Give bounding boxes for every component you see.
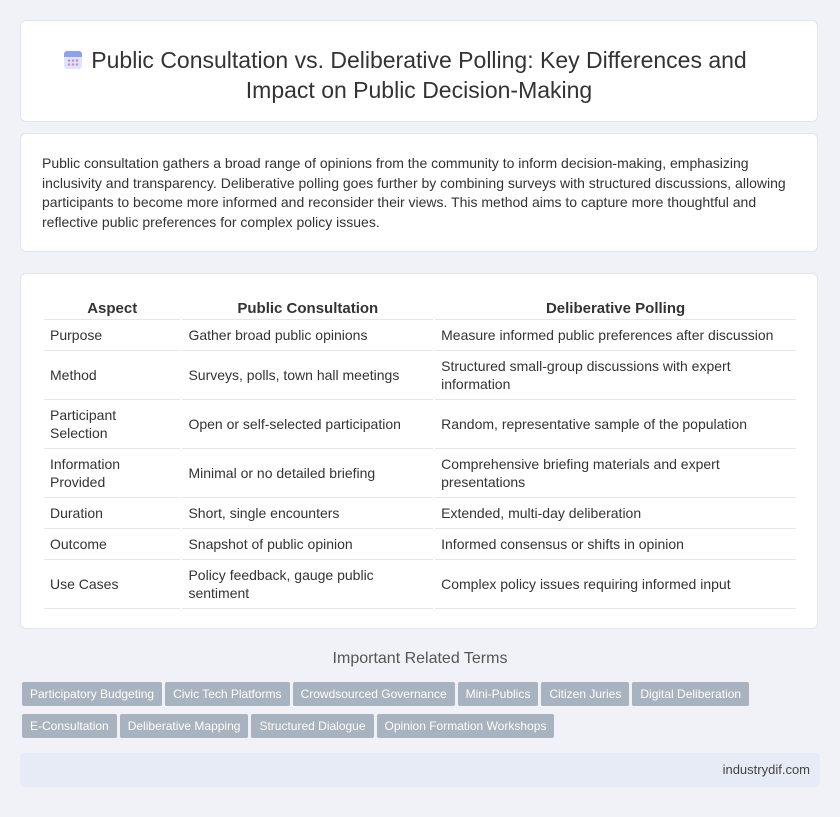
header-aspect: Aspect [44,297,180,320]
page-title-line-1: Public Consultation vs. Deliberative Polling: Key Differences and [91,47,747,73]
header-deliberative-polling: Deliberative Polling [435,297,796,320]
tag-civic-tech-platforms[interactable]: Civic Tech Platforms [165,682,289,706]
table-row [44,449,796,498]
tag-opinion-formation-workshops[interactable]: Opinion Formation Workshops [377,714,555,738]
footer [20,753,820,787]
header-card [20,20,818,122]
cell-public-consultation: Short, single encounters [182,498,433,529]
table-header-row [44,297,796,320]
cell-public-consultation: Minimal or no detailed briefing [182,449,433,498]
cell-deliberative-polling: Complex policy issues requiring informed input [435,560,796,609]
intro-card [20,133,818,252]
table-row [44,498,796,529]
cell-public-consultation: Open or self-selected participation [182,400,433,449]
page-title [21,45,817,105]
related-terms-title: Important Related Terms [332,650,508,667]
comparison-card [20,273,818,629]
cell-aspect: Use Cases [44,560,180,609]
tag-digital-deliberation[interactable]: Digital Deliberation [632,682,749,706]
cell-public-consultation: Gather broad public opinions [182,320,433,351]
tag-mini-publics[interactable]: Mini-Publics [458,682,539,706]
cell-deliberative-polling: Comprehensive briefing materials and expert presentations [435,449,796,498]
tag-participatory-budgeting[interactable]: Participatory Budgeting [22,682,162,706]
tag-crowdsourced-governance[interactable]: Crowdsourced Governance [293,682,455,706]
cell-aspect: Information Provided [44,449,180,498]
header-public-consultation: Public Consultation [182,297,433,320]
tag-structured-dialogue[interactable]: Structured Dialogue [251,714,373,738]
cell-public-consultation: Surveys, polls, town hall meetings [182,351,433,400]
cell-aspect: Method [44,351,180,400]
footer-site-link[interactable]: industrydif.com [722,762,810,777]
related-terms-tags [22,682,802,746]
cell-aspect: Participant Selection [44,400,180,449]
cell-aspect: Purpose [44,320,180,351]
tag-citizen-juries[interactable]: Citizen Juries [541,682,629,706]
cell-public-consultation: Snapshot of public opinion [182,529,433,560]
table-row [44,320,796,351]
cell-aspect: Outcome [44,529,180,560]
cell-deliberative-polling: Extended, multi-day deliberation [435,498,796,529]
table-row [44,400,796,449]
tag-e-consultation[interactable]: E-Consultation [22,714,117,738]
cell-deliberative-polling: Informed consensus or shifts in opinion [435,529,796,560]
cell-deliberative-polling: Random, representative sample of the population [435,400,796,449]
cell-aspect: Duration [44,498,180,529]
intro-paragraph: Public consultation gathers a broad range of opinions from the community to inform decision-making, emphasizing inclusivity and transparency. Deliberative polling goes further by combining surveys with structured discussions, allowing participants to become more informed and reconsider their views. This method aims to capture more thoughtful and reflective public preferences for complex policy issues. [42,155,786,230]
cell-public-consultation: Policy feedback, gauge public sentiment [182,560,433,609]
page-title-line-2: Impact on Public Decision-Making [245,77,593,103]
table-row [44,529,796,560]
table-row [44,560,796,609]
cell-deliberative-polling: Structured small-group discussions with expert information [435,351,796,400]
cell-deliberative-polling: Measure informed public preferences after discussion [435,320,796,351]
table-row [44,351,796,400]
tag-deliberative-mapping[interactable]: Deliberative Mapping [120,714,249,738]
comparison-table [42,297,798,609]
